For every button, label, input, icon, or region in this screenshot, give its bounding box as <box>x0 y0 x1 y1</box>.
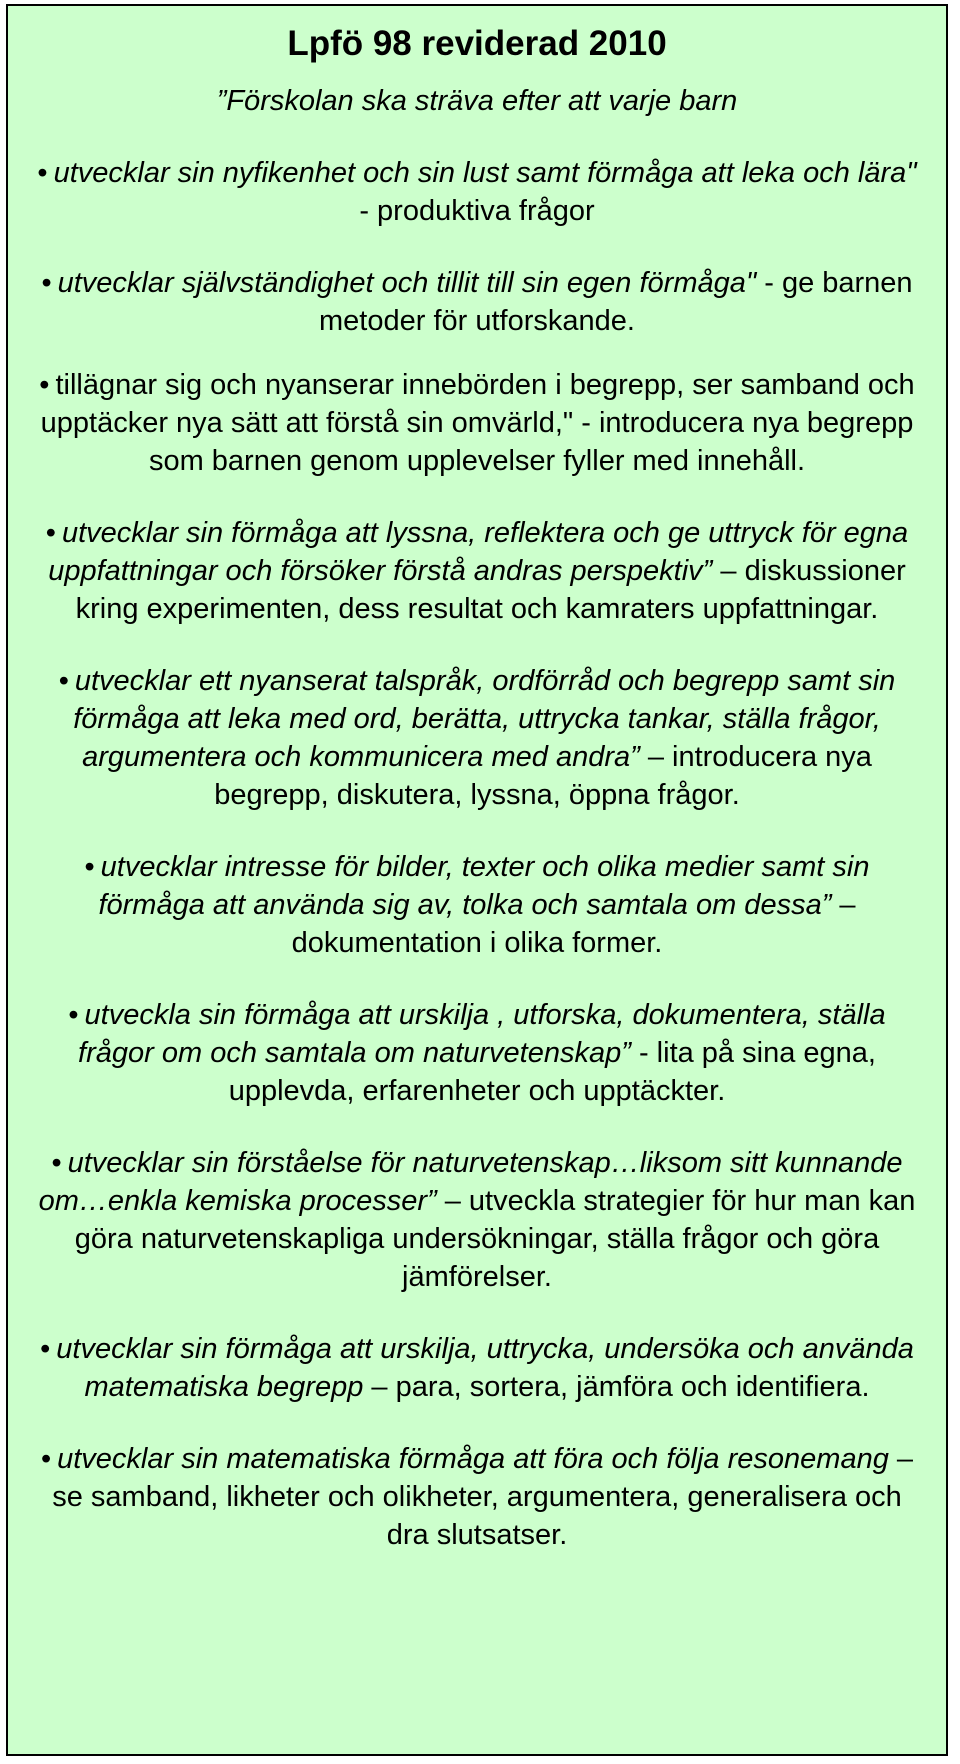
goal-item <box>8 996 946 1110</box>
goal-comment: - ge barnen metoder för utforskande. <box>319 267 913 337</box>
goal-quote: utvecklar sin matematiska förmåga att föra och följa resonemang <box>57 1443 889 1475</box>
goal-quote: utvecklar sin nyfikenhet och sin lust samt förmåga att leka och lära" <box>53 157 917 189</box>
goal-comment: tillägnar sig och nyanserar innebörden i begrepp, ser samband och upptäcker nya sätt att förstå sin omvärld," - introducera nya begrepp som barnen genom upplevelser fyller med innehåll. <box>40 369 915 477</box>
goal-item <box>8 514 946 628</box>
bullet-icon: • <box>58 665 69 697</box>
goal-comment: – dokumentation i olika former. <box>291 889 856 959</box>
goal-comment: - produktiva frågor <box>359 195 595 227</box>
goal-item <box>8 366 946 480</box>
goal-comment: – se samband, likheter och olikheter, argumentera, generalisera och dra slutsatser. <box>52 1443 914 1551</box>
goal-quote: utvecklar intresse för bilder, texter och olika medier samt sin förmåga att använda sig av, tolka och samtala om dessa” <box>98 851 870 921</box>
goal-quote: utvecklar sin förståelse för naturvetenskap…liksom sitt kunnande om…enkla kemiska processer” <box>38 1147 903 1217</box>
goal-quote: utvecklar ett nyanserat talspråk, ordförråd och begrepp samt sin förmåga att leka med ord, berätta, uttrycka tankar, ställa frågor, argumentera och kommunicera med andra” <box>73 665 896 773</box>
goal-item <box>8 1440 946 1554</box>
goal-item <box>8 154 946 230</box>
bullet-icon: • <box>68 999 79 1031</box>
goal-comment: – introducera nya begrepp, diskutera, lyssna, öppna frågor. <box>214 741 872 811</box>
document-panel <box>6 4 948 1756</box>
goal-comment: - lita på sina egna, upplevda, erfarenheter och upptäckter. <box>228 1037 876 1107</box>
goal-comment: – utveckla strategier för hur man kan göra naturvetenskapliga undersökningar, ställa frågor och göra jämförelser. <box>74 1185 916 1293</box>
goal-comment: – para, sortera, jämföra och identifiera. <box>363 1371 870 1403</box>
bullet-icon: • <box>37 157 48 189</box>
bullet-icon: • <box>45 517 56 549</box>
goal-quote: utvecklar självständighet och tillit till sin egen förmåga" <box>57 267 757 299</box>
goal-quote: utvecklar sin förmåga att urskilja, uttrycka, undersöka och använda matematiska begrepp <box>56 1333 914 1403</box>
goal-item <box>8 264 946 340</box>
goal-list <box>8 154 946 1554</box>
document-title: Lpfö 98 reviderad 2010 <box>287 24 667 63</box>
bullet-icon: • <box>41 267 52 299</box>
goal-quote: utveckla sin förmåga att urskilja , utforska, dokumentera, ställa frågor om och samtala om naturvetenskap” <box>78 999 886 1069</box>
goal-item <box>8 1330 946 1406</box>
goal-item <box>8 848 946 962</box>
bullet-icon: • <box>84 851 95 883</box>
goal-quote: utvecklar sin förmåga att lyssna, reflektera och ge uttryck för egna uppfattningar och försöker förstå andras perspektiv” <box>48 517 909 587</box>
bullet-icon: • <box>51 1147 62 1179</box>
bullet-icon: • <box>39 369 50 401</box>
goal-comment: – diskussioner kring experimenten, dess resultat och kamraters uppfattningar. <box>75 555 906 625</box>
goal-item <box>8 662 946 814</box>
bullet-icon: • <box>40 1443 52 1475</box>
intro-line: ”Förskolan ska sträva efter att varje barn <box>216 85 738 117</box>
goal-item <box>8 1144 946 1296</box>
bullet-icon: • <box>40 1333 51 1365</box>
